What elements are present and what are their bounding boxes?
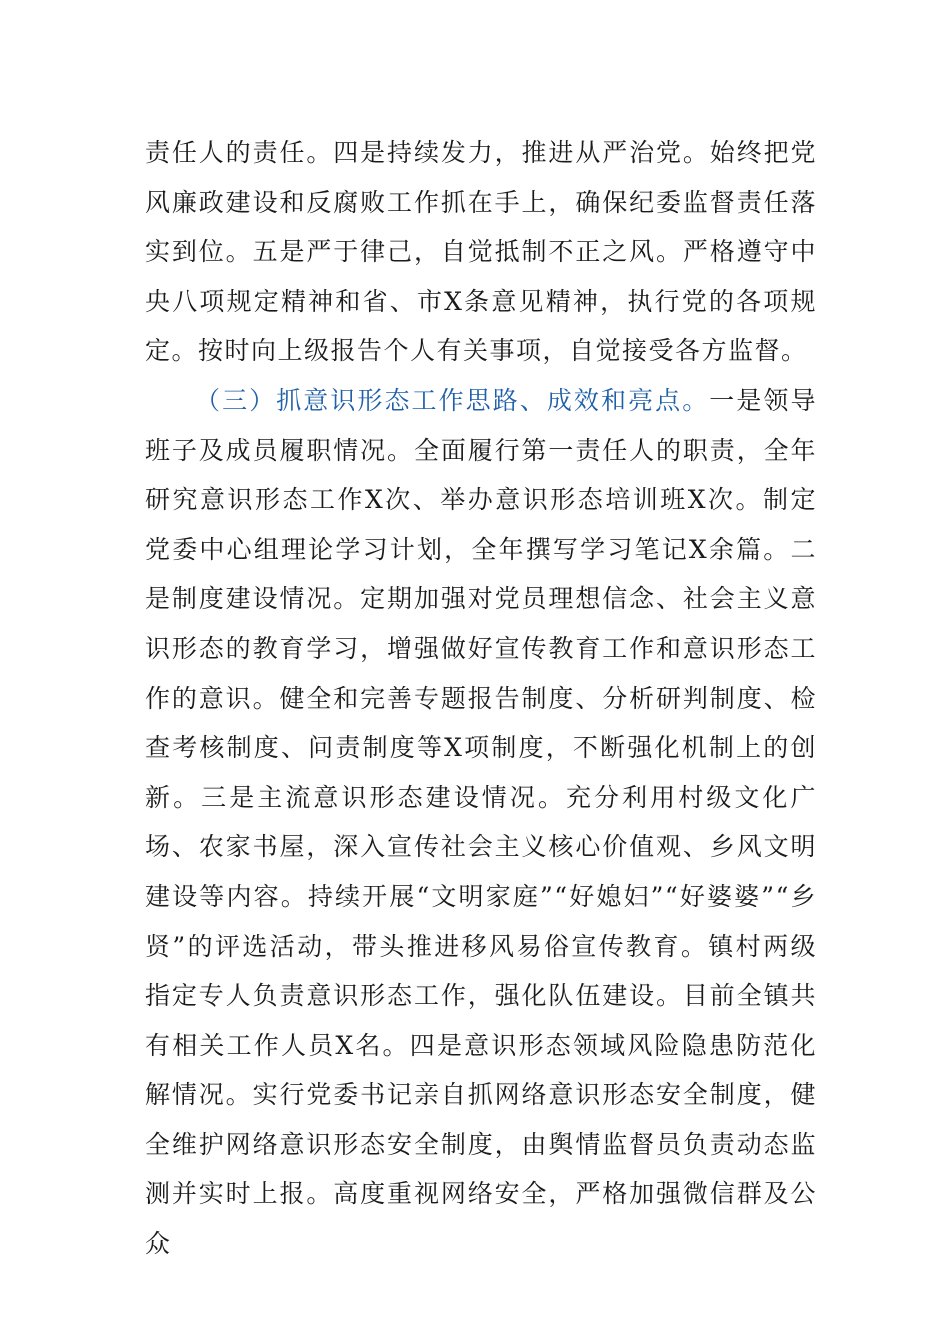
- section-3-body: 一是领导班子及成员履职情况。全面履行第一责任人的职责，全年研究意识形态工作X次、举办意识形态培训班X次。制定党委中心组理论学习计划，全年撰写学习笔记X余篇。二是制度建设情况。定期加强对党员理想信念、社会主义意识形态的教育学习，增强做好宣传教育工作和意识形态工作的意识。健全和完善专题报告制度、分析研判制度、检查考核制度、问责制度等X项制度，不断强化机制上的创新。三是主流意识形态建设情况。充分利用村级文化广场、农家书屋，深入宣传社会主义核心价值观、乡风文明建设等内容。持续开展“文明家庭”“好媳妇”“好婆婆”“乡贤”的评选活动，带头推进移风易俗宣传教育。镇村两级指定专人负责意识形态工作，强化队伍建设。目前全镇共有相关工作人员X名。四是意识形态领域风险隐患防范化解情况。实行党委书记亲自抓网络意识形态安全制度，健全维护网络意识形态安全制度，由舆情监督员负责动态监测并实时上报。高度重视网络安全，严格加强微信群及公众: [145, 385, 817, 1259]
- section-3-heading: （三）抓意识形态工作思路、成效和亮点。: [195, 385, 710, 415]
- document-body: [145, 128, 817, 1269]
- paragraph-continued: 责任人的责任。四是持续发力，推进从严治党。始终把党风廉政建设和反腐败工作抓在手上，确保纪委监督责任落实到位。五是严于律己，自觉抵制不正之风。严格遵守中央八项规定精神和省、市X条意见精神，执行党的各项规定。按时向上级报告个人有关事项，自觉接受各方监督。: [145, 138, 817, 366]
- section-3-paragraph: [145, 376, 817, 1269]
